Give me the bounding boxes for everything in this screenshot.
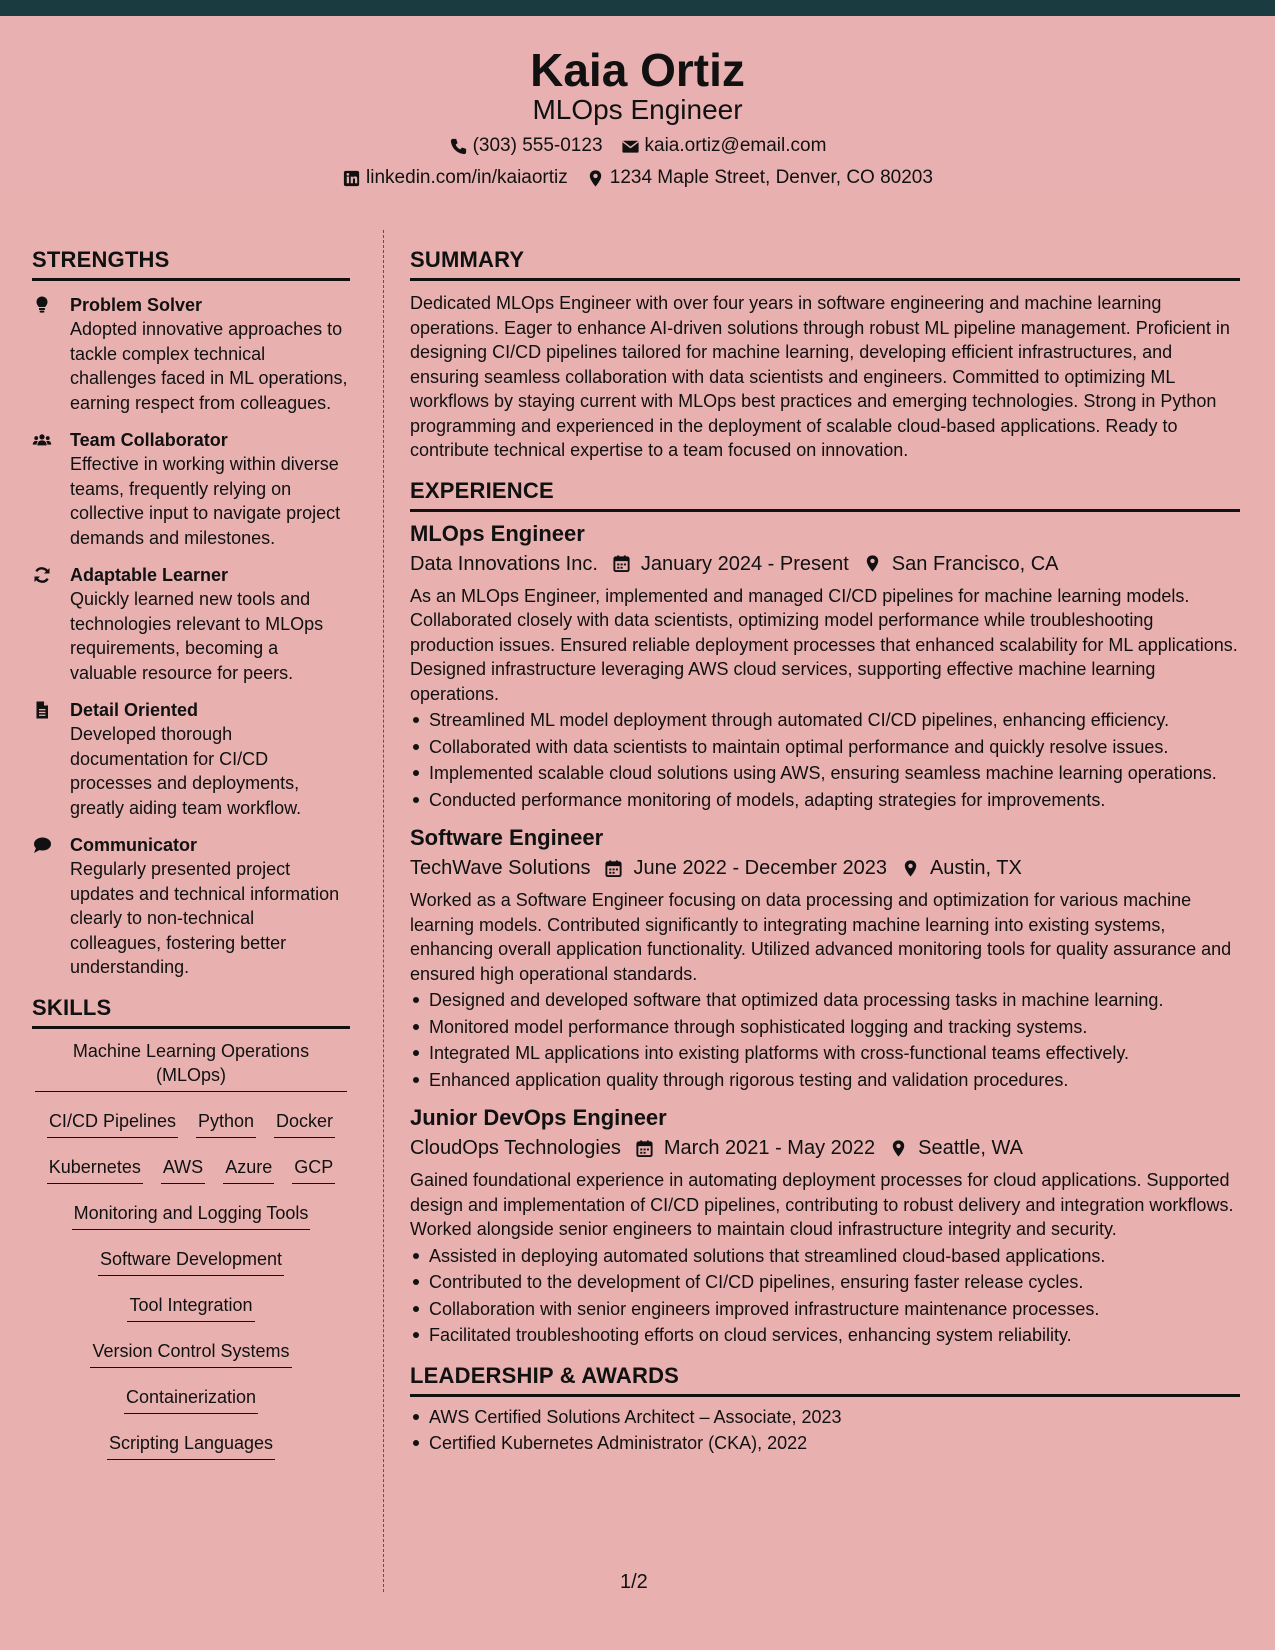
column-divider (383, 230, 384, 1592)
job-location: Austin, TX (929, 857, 1022, 879)
skill-tag: Monitoring and Logging Tools (72, 1201, 311, 1230)
left-column (32, 246, 350, 1477)
map-marker-icon (901, 859, 920, 878)
job-title: MLOps Engineer (410, 520, 585, 546)
skills-heading: SKILLS (32, 994, 350, 1029)
phone-text: (303) 555-0123 (472, 135, 603, 156)
strength-description: Developed thorough documentation for CI/CD processes and deployments, greatly aiding team workflow. (70, 724, 302, 818)
job-company: TechWave Solutions (410, 857, 591, 879)
page-number: 1/2 (620, 1571, 648, 1593)
phone-icon (449, 137, 468, 156)
experience-heading: EXPERIENCE (410, 477, 1240, 512)
job-bullet: Assisted in deploying automated solutions that streamlined cloud-based applications. (410, 1244, 1240, 1269)
job-bullet: Collaboration with senior engineers improved infrastructure maintenance processes. (410, 1297, 1240, 1322)
skills-row (32, 1041, 350, 1092)
job-bullet: Integrated ML applications into existing platforms with cross-functional teams effectively. (410, 1041, 1240, 1066)
contact-line-1 (0, 134, 1275, 158)
skill-tag: Machine Learning Operations (MLOps) (35, 1039, 347, 1092)
skill-tag: Scripting Languages (107, 1431, 275, 1460)
strength-item (32, 428, 350, 550)
strength-description: Adopted innovative approaches to tackle complex technical challenges faced in ML operations, earning respect from colleagues. (70, 319, 348, 413)
job-bullet: Designed and developed software that optimized data processing tasks in machine learning. (410, 988, 1240, 1013)
job-title: Junior DevOps Engineer (410, 1105, 667, 1130)
summary-heading: SUMMARY (410, 246, 1240, 281)
job-bullet: Streamlined ML model deployment through automated CI/CD pipelines, enhancing efficiency. (410, 708, 1240, 733)
strength-title: Problem Solver (70, 295, 203, 315)
document-icon (32, 700, 52, 720)
skills-row (32, 1201, 350, 1230)
strength-item (32, 293, 350, 415)
strength-description: Quickly learned new tools and technologies relevant to MLOps requirements, becoming a valuable resource for peers. (70, 589, 324, 683)
summary-text: Dedicated MLOps Engineer with over four years in software engineering and machine learning operations. Eager to enhance AI-driven solutions through robust ML pipeline management. Proficient in designing CI/CD pipelines tailored for machine learning, developing efficient infrastructures, and ensuring seamless collaboration with data scientists and engineers. Committed to optimizing ML workflows by staying current with MLOps best practices and emerging technologies. Strong in Python programming and experienced in the deployment of scalable cloud-based applications. Ready to contribute technical expertise to a team focused on innovation. (410, 293, 1230, 460)
email-contact[interactable] (621, 134, 827, 158)
strength-title: Detail Oriented (70, 700, 199, 720)
awards-list (410, 1405, 1240, 1456)
strength-description: Regularly presented project updates and technical information clearly to non-technical colleagues, fostering better understanding. (70, 859, 340, 977)
job-company: Data Innovations Inc. (410, 552, 598, 575)
strength-title: Team Collaborator (70, 430, 228, 450)
job-dates: June 2022 - December 2023 (633, 857, 887, 879)
contact-line-2 (0, 166, 1275, 190)
skills-row (32, 1109, 350, 1138)
job-entry (410, 824, 1240, 1092)
skill-tag: Version Control Systems (90, 1339, 291, 1368)
job-entry (410, 520, 1240, 813)
job-bullets (410, 708, 1240, 812)
skill-tag: Kubernetes (47, 1155, 143, 1184)
candidate-name: Kaia Ortiz (530, 44, 745, 96)
calendar-icon (635, 1139, 654, 1158)
strength-item (32, 698, 350, 820)
users-icon (32, 430, 52, 450)
skill-tag: Azure (223, 1155, 274, 1184)
strength-item (32, 833, 350, 980)
address-text: 1234 Maple Street, Denver, CO 80203 (609, 167, 933, 188)
job-title: Software Engineer (410, 825, 604, 850)
strength-description: Effective in working within diverse teams, frequently relying on collective input to navigate project demands and milestones. (70, 454, 341, 548)
right-column (410, 246, 1240, 1458)
job-description: Worked as a Software Engineer focusing on data processing and optimization for various machine learning models. Contributed significantly to integrating machine learning into existing systems, enhancing overall application functionality. Utilized advanced monitoring tools for quality assurance and ensured high operational standards. (410, 890, 1232, 984)
map-marker-icon (889, 1139, 908, 1158)
job-location: Seattle, WA (918, 1137, 1023, 1159)
skill-tag: CI/CD Pipelines (47, 1109, 178, 1138)
skills-row (32, 1247, 350, 1276)
comment-icon (32, 835, 52, 855)
skills-row (32, 1431, 350, 1460)
job-meta (410, 1134, 1240, 1162)
skills-row (32, 1385, 350, 1414)
linkedin-text: linkedin.com/in/kaiaortiz (366, 167, 568, 188)
refresh-icon (32, 565, 52, 585)
skill-tag: Docker (274, 1109, 335, 1138)
job-dates: January 2024 - Present (640, 552, 849, 575)
job-bullet: Implemented scalable cloud solutions using AWS, ensuring seamless machine learning operations. (410, 761, 1240, 786)
job-bullet: Facilitated troubleshooting efforts on cloud services, enhancing system reliability. (410, 1323, 1240, 1348)
award-item: Certified Kubernetes Administrator (CKA), 2022 (410, 1431, 1240, 1456)
job-bullet: Conducted performance monitoring of models, adapting strategies for improvements. (410, 788, 1240, 813)
skills-row (32, 1293, 350, 1322)
award-item: AWS Certified Solutions Architect – Associate, 2023 (410, 1405, 1240, 1430)
job-meta (410, 854, 1240, 882)
email-text: kaia.ortiz@email.com (644, 135, 827, 156)
skill-tag: Software Development (98, 1247, 284, 1276)
awards-heading: LEADERSHIP & AWARDS (410, 1362, 1240, 1397)
address-contact (586, 166, 933, 190)
job-dates: March 2021 - May 2022 (663, 1137, 876, 1159)
job-bullet: Enhanced application quality through rigorous testing and validation procedures. (410, 1068, 1240, 1093)
strengths-heading: STRENGTHS (32, 246, 350, 281)
job-company: CloudOps Technologies (410, 1137, 621, 1159)
lightbulb-icon (32, 295, 52, 315)
job-bullet: Contributed to the development of CI/CD pipelines, ensuring faster release cycles. (410, 1270, 1240, 1295)
map-marker-icon (863, 554, 882, 573)
top-color-bar (0, 0, 1275, 16)
job-bullets (410, 988, 1240, 1092)
job-bullet: Monitored model performance through sophisticated logging and tracking systems. (410, 1015, 1240, 1040)
job-entry (410, 1104, 1240, 1348)
map-marker-icon (586, 169, 605, 188)
envelope-icon (621, 137, 640, 156)
job-description: As an MLOps Engineer, implemented and managed CI/CD pipelines for machine learning models. Collaborated closely with data scientists, optimizing model performance while troubleshooting production issues. Ensured reliable deployment processes that enhanced scalability for ML applications. Designed infrastructure leveraging AWS cloud services, supporting effective machine learning operations. (410, 585, 1238, 704)
calendar-icon (612, 554, 631, 573)
skill-tag: Containerization (124, 1385, 258, 1414)
candidate-title: MLOps Engineer (532, 94, 743, 125)
skill-tag: AWS (161, 1155, 205, 1184)
job-meta (410, 550, 1240, 578)
job-bullets (410, 1244, 1240, 1348)
job-bullet: Collaborated with data scientists to maintain optimal performance and quickly resolve issues. (410, 735, 1240, 760)
skill-tag: GCP (292, 1155, 335, 1184)
linkedin-contact[interactable] (342, 166, 568, 190)
job-location: San Francisco, CA (891, 552, 1059, 575)
calendar-icon (604, 859, 623, 878)
skills-row (32, 1155, 350, 1184)
skills-row (32, 1339, 350, 1368)
skill-tag: Tool Integration (127, 1293, 254, 1322)
job-description: Gained foundational experience in automating deployment processes for cloud applications. Supported design and implementation of CI/CD pipelines, contributing to robust delivery and integration workflows. Worked alongside senior engineers to maintain cloud infrastructure integrity and security. (410, 1170, 1234, 1239)
strength-title: Adaptable Learner (70, 565, 229, 585)
strength-title: Communicator (70, 835, 198, 855)
skill-tag: Python (196, 1109, 256, 1138)
phone-contact (449, 134, 603, 158)
resume-header (0, 16, 1275, 204)
strength-item (32, 563, 350, 685)
linkedin-icon (342, 169, 361, 188)
